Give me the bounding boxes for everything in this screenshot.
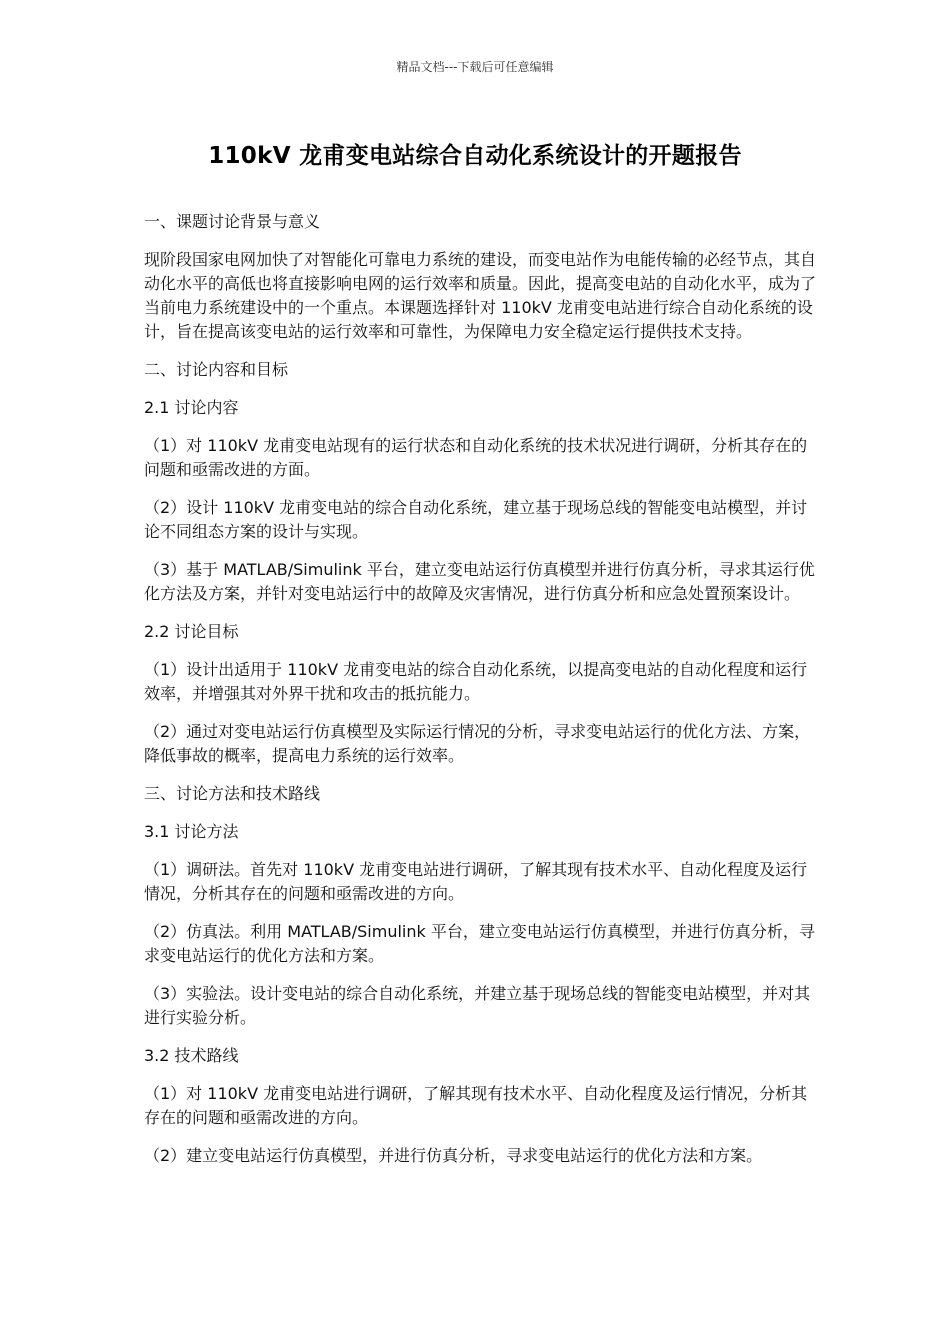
list-item: （1）设计出适用于 110kV 龙甫变电站的综合自动化系统，以提高变电站的自动化程度和运行效率，并增强其对外界干扰和攻击的抵抗能力。 — [144, 660, 808, 703]
list-item: （3）实验法。设计变电站的综合自动化系统，并建立基于现场总线的智能变电站模型，并对其进行实验分析。 — [144, 984, 811, 1027]
list-item: （2）设计 110kV 龙甫变电站的综合自动化系统，建立基于现场总线的智能变电站模型，并讨论不同组态方案的设计与实现。 — [144, 498, 808, 541]
list-item: （2）仿真法。利用 MATLAB/Simulink 平台，建立变电站运行仿真模型，并进行仿真分析，寻求变电站运行的优化方法和方案。 — [144, 922, 815, 965]
document-title: 110kV 龙甫变电站综合自动化系统设计的开题报告 — [208, 143, 742, 169]
document-body — [144, 210, 816, 1182]
subsection-heading-2-2: 2.2 讨论目标 — [144, 622, 239, 641]
section-1-paragraph: 现阶段国家电网加快了对智能化可靠电力系统的建设，而变电站作为电能传输的必经节点，其自动化水平的高低也将直接影响电网的运行效率和质量。因此，提高变电站的自动化水平，成为了当前电力系统建设中的一个重点。本课题选择针对 110kV 龙甫变电站进行综合自动化系统的设计，旨在提高该变电站的运行效率和可靠性，为保障电力安全稳定运行提供技术支持。 — [144, 250, 817, 341]
list-item: （1）调研法。首先对 110kV 龙甫变电站进行调研，了解其现有技术水平、自动化程度及运行情况，分析其存在的问题和亟需改进的方向。 — [144, 860, 808, 903]
subsection-heading-3-2: 3.2 技术路线 — [144, 1046, 239, 1065]
section-heading-3: 三、讨论方法和技术路线 — [144, 784, 321, 803]
section-heading-2: 二、讨论内容和目标 — [144, 360, 289, 379]
list-item: （1）对 110kV 龙甫变电站现有的运行状态和自动化系统的技术状况进行调研，分析其存在的问题和亟需改进的方面。 — [144, 436, 808, 479]
section-heading-1: 一、课题讨论背景与意义 — [144, 212, 321, 231]
subsection-heading-2-1: 2.1 讨论内容 — [144, 398, 239, 417]
header-note: 精品文档---下载后可任意编辑 — [396, 60, 554, 74]
list-item: （2）建立变电站运行仿真模型，并进行仿真分析，寻求变电站运行的优化方法和方案。 — [144, 1146, 763, 1165]
list-item: （2）通过对变电站运行仿真模型及实际运行情况的分析，寻求变电站运行的优化方法、方案，降低事故的概率，提高电力系统的运行效率。 — [144, 722, 811, 765]
list-item: （1）对 110kV 龙甫变电站进行调研，了解其现有技术水平、自动化程度及运行情况，分析其存在的问题和亟需改进的方向。 — [144, 1084, 808, 1127]
subsection-heading-3-1: 3.1 讨论方法 — [144, 822, 239, 841]
list-item: （3）基于 MATLAB/Simulink 平台，建立变电站运行仿真模型并进行仿真分析，寻求其运行优化方法及方案，并针对变电站运行中的故障及灾害情况，进行仿真分析和应急处置预案设计。 — [144, 560, 815, 603]
